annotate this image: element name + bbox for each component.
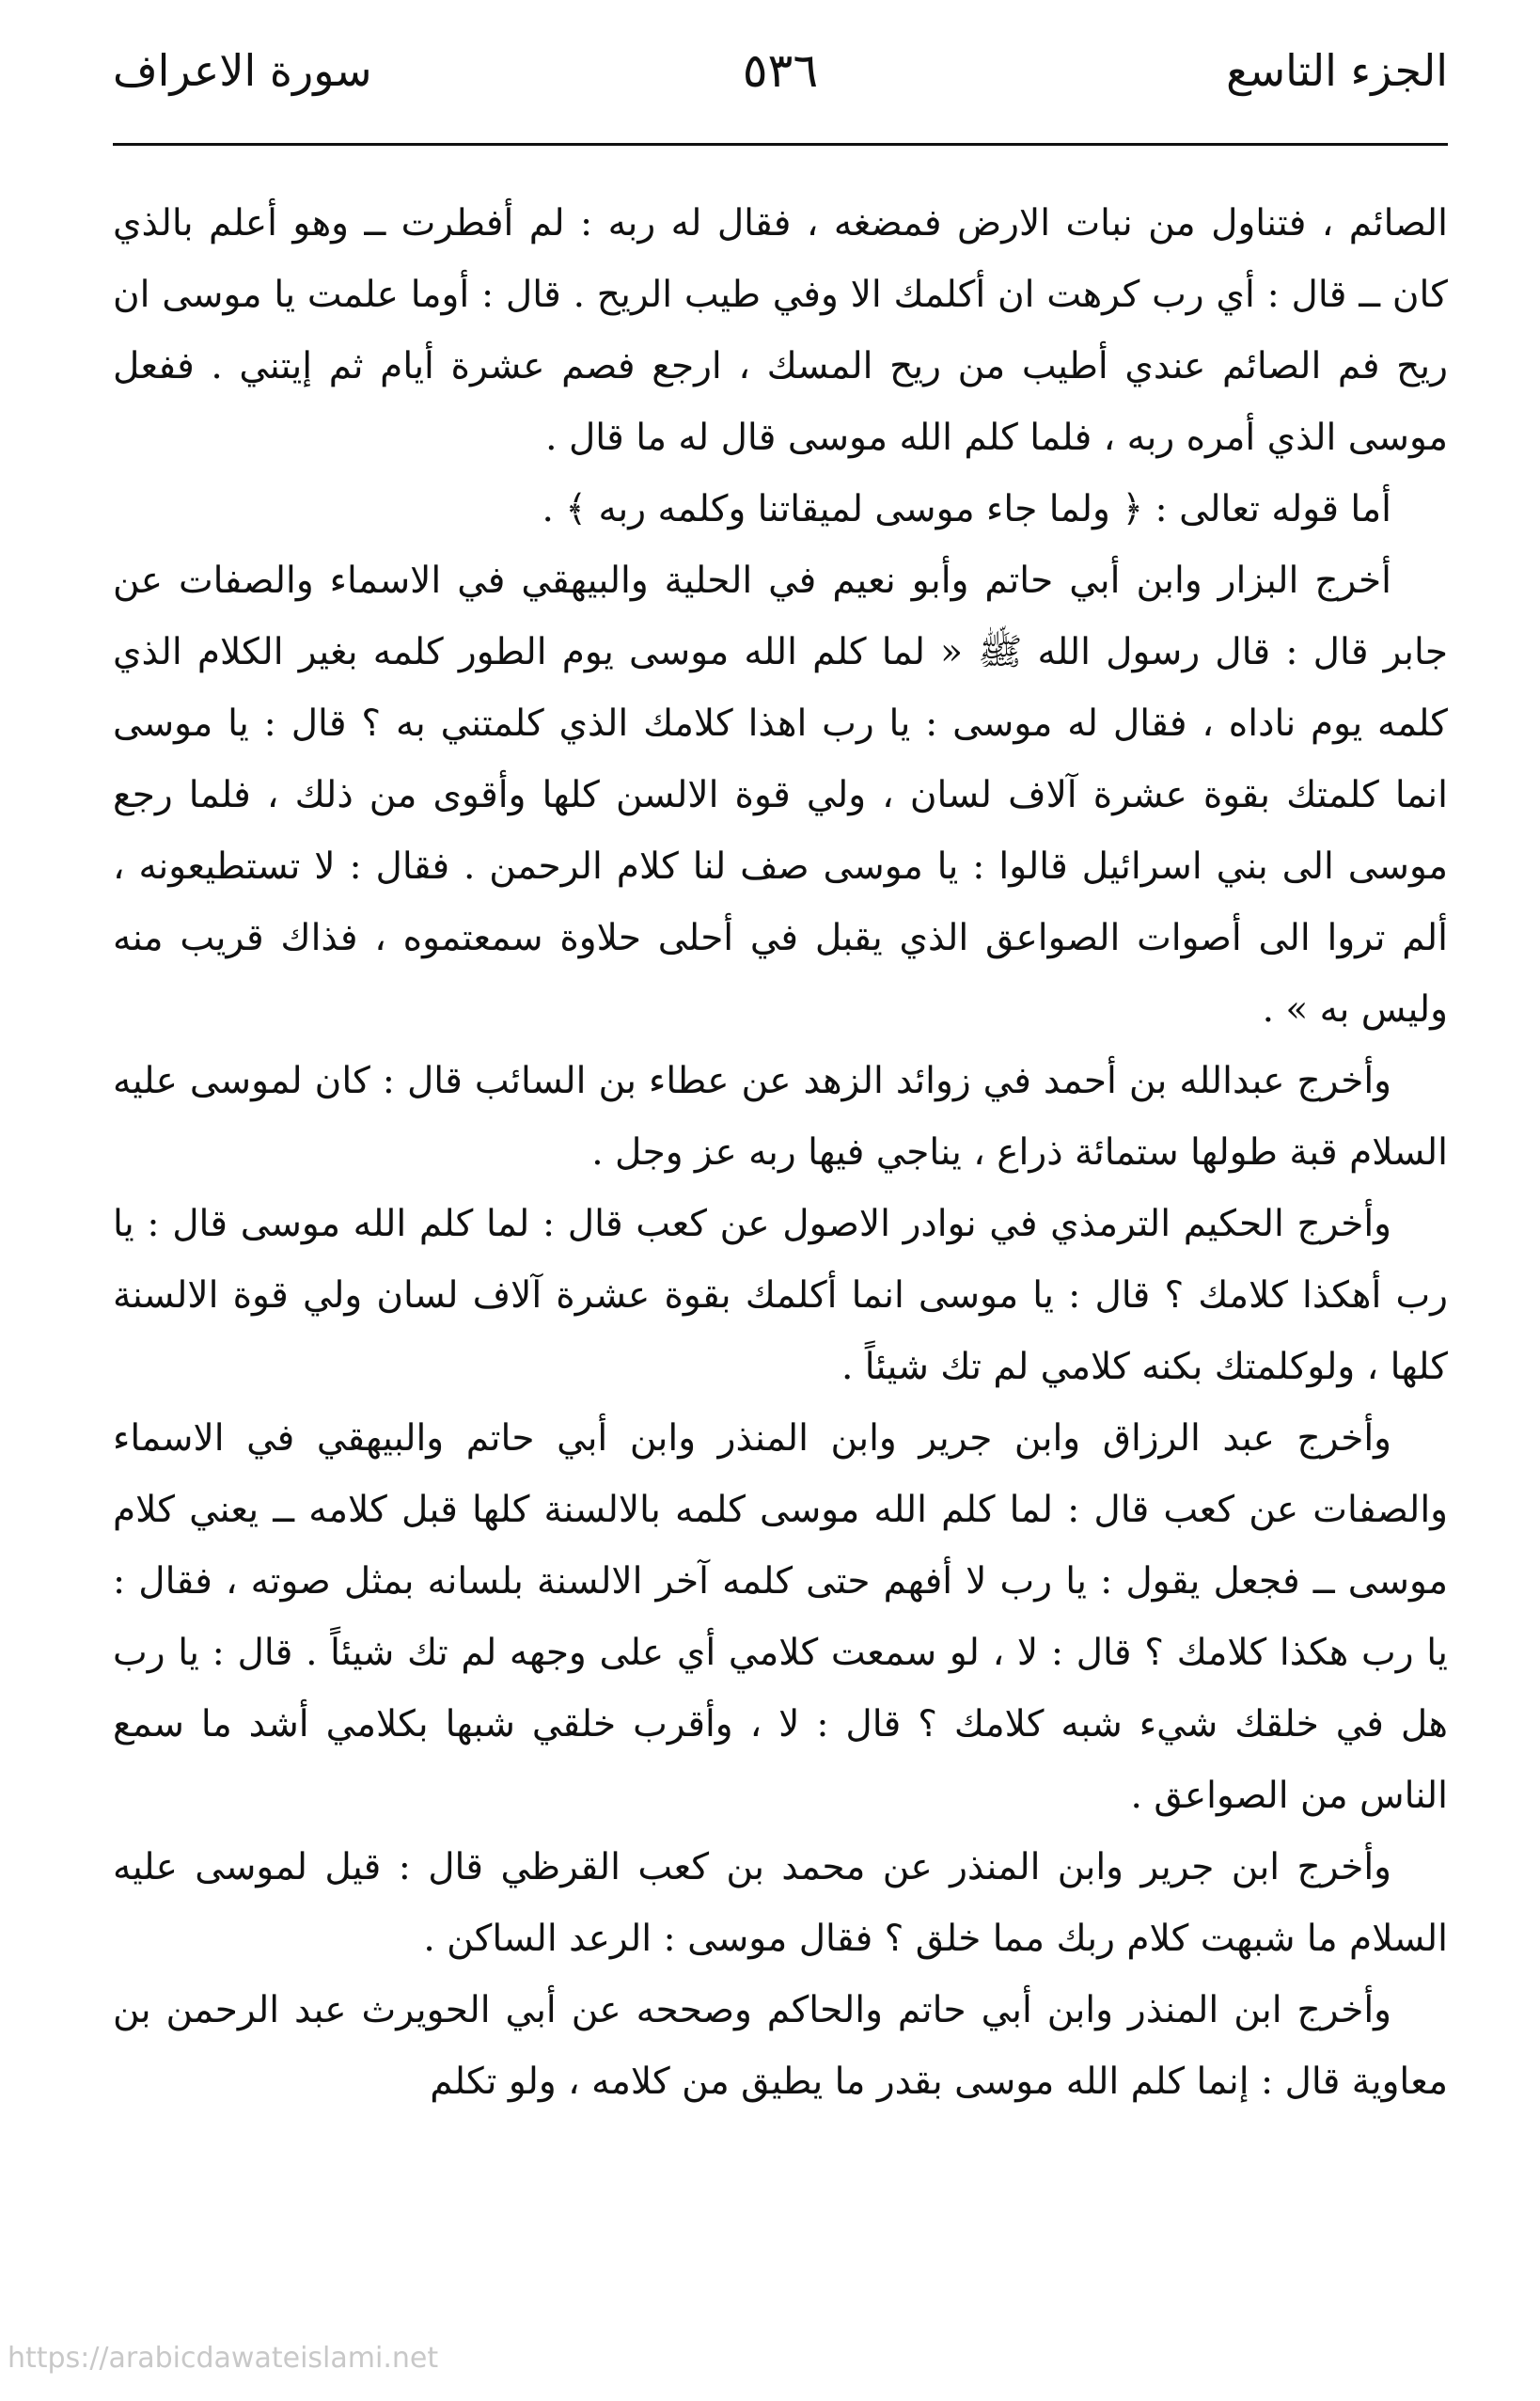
paragraph: أما قوله تعالى : ﴿ ولما جاء موسى لميقاتنا وكلمه ربه ﴾ . (542, 488, 1391, 530)
paragraph: الصائم ، فتناول من نبات الارض فمضغه ، فقال له ربه : لم أفطرت ــ وهو أعلم بالذي كان ــ قال : أي رب كرهت ان أكلمك الا وفي طيب الريح . قال : أوما علمت يا موسى ان ريح فم الصائم عندي أطيب من ريح المسك ، ارجع فصم عشرة أيام ثم إيتني . ففعل موسى الذي أمره ربه ، فلما كلم الله موسى قال له ما قال . (113, 202, 1448, 459)
paragraph: وأخرج ابن جرير وابن المنذر عن محمد بن كعب القرظي قال : قيل لموسى عليه السلام ما شبهت كلام ربك مما خلق ؟ فقال موسى : الرعد الساكن . (113, 1846, 1448, 1960)
paragraph: وأخرج الحكيم الترمذي في نوادر الاصول عن كعب قال : لما كلم الله موسى قال : يا رب أهكذا كلامك ؟ قال : يا موسى انما أكلمك بقوة عشرة آلاف لسان ولي قوة الالسنة كلها ، ولوكلمتك بكنه كلامي لم تك شيئاً . (113, 1203, 1448, 1388)
paragraph: وأخرج عبد الرزاق وابن جرير وابن المنذر وابن أبي حاتم والبيهقي في الاسماء والصفات عن كعب قال : لما كلم الله موسى كلمه بالالسنة كلها قبل كلامه ــ يعني كلام موسى ــ فجعل يقول : يا رب لا أفهم حتى كلمه آخر الالسنة بلسانه بمثل صوته ، فقال : يا رب هكذا كلامك ؟ قال : لا ، لو سمعت كلامي أي على وجهه لم تك شيئاً . قال : يا رب هل في خلقك شيء شبه كلامك ؟ قال : لا ، وأقرب خلقي شبها بكلامي أشد ما سمع الناس من الصواعق . (113, 1417, 1448, 1817)
header-divider (113, 143, 1448, 146)
page-body (113, 188, 1448, 2118)
page-number: ٥٣٦ (742, 43, 819, 98)
paragraph: وأخرج عبدالله بن أحمد في زوائد الزهد عن عطاء بن السائب قال : كان لموسى عليه السلام قبة طولها ستمائة ذراع ، يناجي فيها ربه عز وجل . (113, 1060, 1448, 1174)
page-header (113, 28, 1448, 113)
watermark-url: https://arabicdawateislami.net (8, 2342, 439, 2375)
surah-title: سورة الاعراف (113, 45, 372, 96)
paragraph: وأخرج ابن المنذر وابن أبي حاتم والحاكم وصححه عن أبي الحويرث عبد الرحمن بن معاوية قال : إنما كلم الله موسى بقدر ما يطيق من كلامه ، ولو تكلم (113, 1989, 1448, 2103)
paragraph: أخرج البزار وابن أبي حاتم وأبو نعيم في الحلية والبيهقي في الاسماء والصفات عن جابر قال : قال رسول الله ﷺ « لما كلم الله موسى يوم الطور كلمه بغير الكلام الذي كلمه يوم ناداه ، فقال له موسى : يا رب اهذا كلامك الذي كلمتني به ؟ قال : يا موسى انما كلمتك بقوة عشرة آلاف لسان ، ولي قوة الالسن كلها وأقوى من ذلك ، فلما رجع موسى الى بني اسرائيل قالوا : يا موسى صف لنا كلام الرحمن . فقال : لا تستطيعونه ، ألم تروا الى أصوات الصواعق الذي يقبل في أحلى حلاوة سمعتموه ، فذاك قريب منه وليس به » . (113, 560, 1448, 1031)
part-title: الجزء التاسع (1226, 45, 1448, 96)
